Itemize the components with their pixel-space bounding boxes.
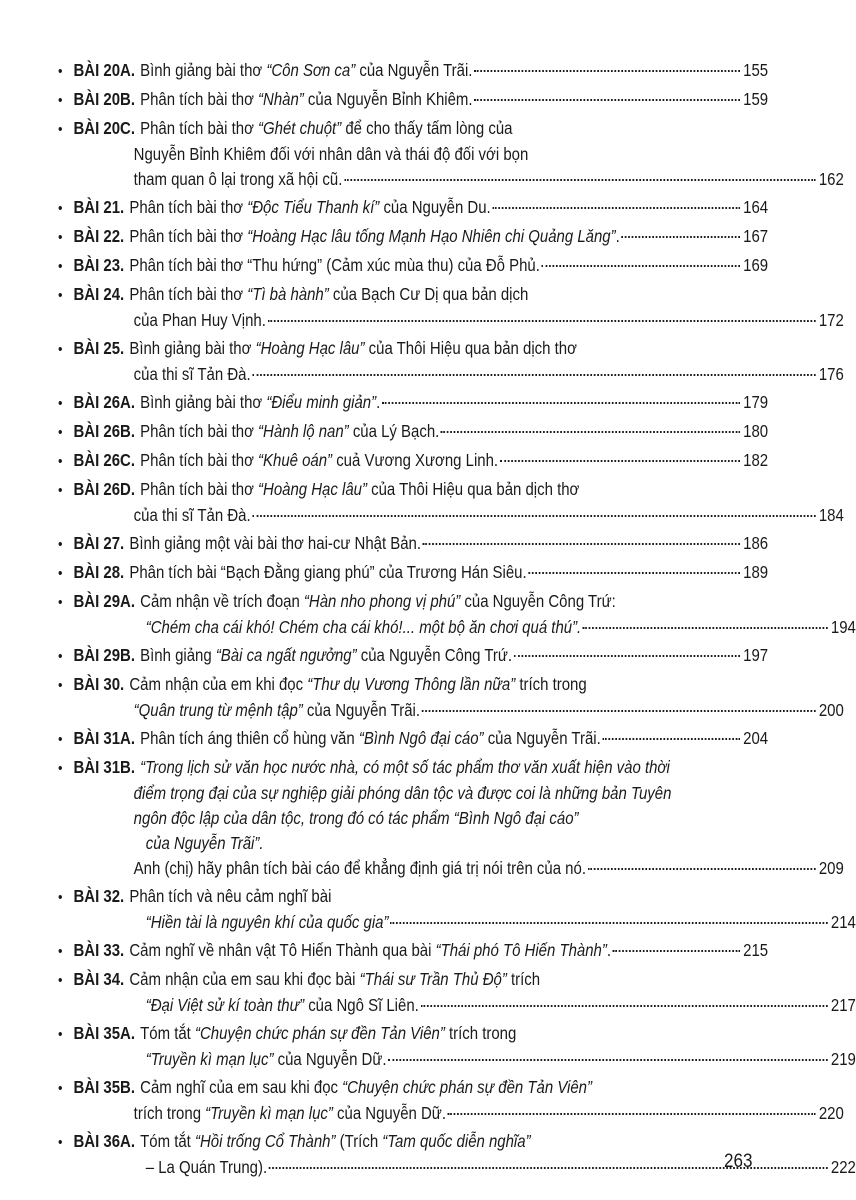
bullet-icon: • xyxy=(58,1134,63,1151)
entry-title xyxy=(129,336,577,361)
title-segment: “Chuyện chức phán sự đền Tản Viên” xyxy=(194,1023,445,1043)
title-segment: “Hiền tài là nguyên khí của quốc gia” xyxy=(145,912,389,932)
title-segment: Phân tích bài thơ xyxy=(140,118,259,138)
entry-page-number: 186 xyxy=(743,533,769,553)
title-segment: của Nguyễn Trãi. xyxy=(355,60,473,80)
entry-title xyxy=(134,362,251,387)
dot-leader xyxy=(492,193,739,209)
lesson-number: BÀI 20B. xyxy=(73,89,135,109)
title-segment: của Nguyễn Trãi. xyxy=(302,700,421,720)
toc-entry xyxy=(58,560,768,586)
toc-entry xyxy=(58,58,768,84)
title-segment: “Truyền kì mạn lục” xyxy=(145,1049,274,1069)
entry-title xyxy=(134,167,343,192)
title-segment: “Hồi trống Cổ Thành” xyxy=(194,1131,336,1151)
bullet-icon: • xyxy=(58,648,63,665)
title-segment: “Bài ca ngất ngưởng” xyxy=(215,645,357,665)
entry-title xyxy=(140,1075,592,1100)
entry-title xyxy=(146,1155,267,1180)
title-segment: “Thái phó Tô Hiến Thành” xyxy=(435,940,607,960)
bullet-icon: • xyxy=(58,63,63,80)
bullet-icon: • xyxy=(58,536,63,553)
lesson-number: BÀI 26D. xyxy=(73,479,135,499)
entry-page-number: 219 xyxy=(830,1049,856,1069)
entry-title xyxy=(129,282,528,307)
toc-entry xyxy=(58,390,768,416)
bullet-icon: • xyxy=(58,424,63,441)
bullet-icon: • xyxy=(58,287,63,304)
title-segment: trích trong xyxy=(444,1023,517,1043)
title-segment: “Thư dụ Vương Thông lần nữa” xyxy=(307,674,516,694)
table-of-contents xyxy=(58,58,856,1183)
toc-entry xyxy=(58,967,856,1018)
toc-entry xyxy=(58,87,768,113)
title-segment: của Nguyễn Công Trứ. xyxy=(356,645,513,665)
title-segment: Tóm tắt xyxy=(140,1023,195,1043)
dot-leader xyxy=(252,501,815,517)
lesson-number: BÀI 27. xyxy=(73,533,125,553)
title-segment: “Côn Sơn ca” xyxy=(266,60,356,80)
bullet-icon: • xyxy=(58,229,63,246)
bullet-icon: • xyxy=(58,760,63,777)
bullet-icon: • xyxy=(58,258,63,275)
bullet-icon: • xyxy=(58,943,63,960)
title-segment: Bình giảng bài thơ xyxy=(129,338,256,358)
title-segment: của Ngô Sĩ Liên. xyxy=(304,995,419,1015)
title-segment: “Nhàn” xyxy=(258,89,304,109)
lesson-number: BÀI 23. xyxy=(73,255,125,275)
toc-entry-continuation-line xyxy=(58,167,844,192)
title-segment: Cảm nhận của em khi đọc xyxy=(129,674,308,694)
title-segment: . xyxy=(376,392,381,412)
toc-entry-first-line xyxy=(58,755,768,781)
entry-page-number: 179 xyxy=(743,392,769,412)
dot-leader xyxy=(542,251,740,267)
dot-leader xyxy=(603,724,740,740)
entry-title xyxy=(146,615,582,640)
toc-entry xyxy=(58,884,856,935)
title-segment: Bình giảng bài thơ xyxy=(140,60,267,80)
entry-title xyxy=(134,806,579,831)
title-segment: “Ghét chuột” xyxy=(258,118,342,138)
title-segment: “Điểu minh giản” xyxy=(266,392,377,412)
toc-entry-continuation-line xyxy=(58,781,844,806)
toc-entry-first-line xyxy=(58,116,768,142)
entry-title xyxy=(140,477,579,502)
entry-page-number: 182 xyxy=(743,450,769,470)
entry-page-number: 155 xyxy=(743,60,769,80)
toc-entry-first-line xyxy=(58,224,768,250)
entry-page-number: 194 xyxy=(830,617,856,637)
entry-title xyxy=(140,87,472,112)
dot-leader xyxy=(441,417,740,433)
toc-entry-continuation-line xyxy=(58,831,856,856)
title-segment: để cho thấy tấm lòng của xyxy=(341,118,513,138)
toc-entry-first-line xyxy=(58,884,768,910)
dot-leader xyxy=(621,222,739,238)
lesson-number: BÀI 20C. xyxy=(73,118,135,138)
dot-leader xyxy=(422,696,816,712)
lesson-number: BÀI 28. xyxy=(73,562,125,582)
bullet-icon: • xyxy=(58,565,63,582)
title-segment: của Nguyễn Dữ. xyxy=(273,1049,387,1069)
title-segment: . xyxy=(606,940,612,960)
toc-entry-continuation-line xyxy=(58,698,844,723)
toc-entry-first-line xyxy=(58,1129,768,1155)
toc-entry-first-line xyxy=(58,967,768,993)
title-segment: “Tì bà hành” xyxy=(247,284,329,304)
page-number: 263 xyxy=(724,1151,753,1172)
lesson-number: BÀI 29A. xyxy=(73,591,135,611)
lesson-number: BÀI 29B. xyxy=(73,645,135,665)
title-segment: của Nguyễn Du. xyxy=(379,197,491,217)
lesson-number: BÀI 34. xyxy=(73,969,125,989)
title-segment: “Khuê oán” xyxy=(258,450,333,470)
entry-title xyxy=(129,195,490,220)
toc-entry-continuation-line xyxy=(58,1047,856,1072)
entry-page-number: 217 xyxy=(830,995,856,1015)
entry-page-number: 164 xyxy=(743,197,769,217)
entry-title xyxy=(134,856,586,881)
toc-entry-continuation-line xyxy=(58,1101,844,1126)
entry-page-number: 189 xyxy=(743,562,769,582)
dot-leader xyxy=(528,558,739,574)
title-segment: Phân tích bài “Bạch Đằng giang phú” của Trương Hán Siêu. xyxy=(129,562,527,582)
title-segment: “Truyền kì mạn lục” xyxy=(205,1103,333,1123)
title-segment: cuả Vương Xương Linh. xyxy=(332,450,499,470)
title-segment: Tóm tắt xyxy=(140,1131,195,1151)
title-segment: Cảm nhận của em sau khi đọc bài xyxy=(129,969,360,989)
title-segment: Cảm nghĩ của em sau khi đọc xyxy=(140,1077,343,1097)
title-segment: của Nguyễn Dữ. xyxy=(332,1103,446,1123)
title-segment: Bình giảng xyxy=(140,645,216,665)
lesson-number: BÀI 32. xyxy=(73,886,125,906)
lesson-number: BÀI 26A. xyxy=(73,392,135,412)
title-segment: “Hoàng Hạc lâu tống Mạnh Hạo Nhiên chi Quảng Lăng” xyxy=(247,226,616,246)
entry-title xyxy=(146,1047,387,1072)
entry-title xyxy=(140,589,616,614)
lesson-number: BÀI 26C. xyxy=(73,450,135,470)
toc-entry-first-line xyxy=(58,477,768,503)
bullet-icon: • xyxy=(58,594,63,611)
entry-title xyxy=(129,560,526,585)
entry-page-number: 162 xyxy=(818,169,844,189)
entry-title xyxy=(146,993,419,1018)
entry-page-number: 180 xyxy=(743,421,769,441)
entry-title xyxy=(140,726,601,751)
dot-leader xyxy=(268,306,816,322)
toc-entry xyxy=(58,336,844,387)
bullet-icon: • xyxy=(58,453,63,470)
entry-page-number: 197 xyxy=(743,645,769,665)
title-segment: “Tam quốc diễn nghĩa” xyxy=(382,1131,531,1151)
entry-page-number: 159 xyxy=(743,89,769,109)
dot-leader xyxy=(421,991,828,1007)
toc-entry xyxy=(58,224,768,250)
title-segment: “Độc Tiểu Thanh kí” xyxy=(247,197,380,217)
title-segment: Phân tích áng thiên cổ hùng văn xyxy=(140,728,359,748)
entry-page-number: 184 xyxy=(818,505,844,525)
entry-title xyxy=(140,1021,516,1046)
dot-leader xyxy=(588,854,816,870)
toc-entry xyxy=(58,1075,844,1126)
entry-page-number: 169 xyxy=(743,255,769,275)
entry-title xyxy=(129,253,540,278)
dot-leader xyxy=(474,85,739,101)
entry-title xyxy=(140,116,512,141)
toc-entry xyxy=(58,448,768,474)
title-segment: Phân tích bài thơ xyxy=(129,226,248,246)
bullet-icon: • xyxy=(58,972,63,989)
entry-page-number: 204 xyxy=(743,728,769,748)
toc-entry-continuation-line xyxy=(58,308,844,333)
bullet-icon: • xyxy=(58,731,63,748)
dot-leader xyxy=(474,56,740,72)
entry-page-number: 215 xyxy=(743,940,769,960)
title-segment: của Bạch Cư Dị qua bản dịch xyxy=(328,284,529,304)
title-segment: “Chuyện chức phán sự đền Tản Viên” xyxy=(342,1077,592,1097)
dot-leader xyxy=(448,1099,816,1115)
entry-title xyxy=(129,531,421,556)
toc-entry xyxy=(58,1021,856,1072)
toc-entry xyxy=(58,419,768,445)
dot-leader xyxy=(423,529,740,545)
entry-page-number: 214 xyxy=(830,912,856,932)
lesson-number: BÀI 20A. xyxy=(73,60,135,80)
lesson-number: BÀI 24. xyxy=(73,284,125,304)
title-segment: của Nguyễn Trãi”. xyxy=(145,833,264,853)
title-segment: Nguyễn Bỉnh Khiêm đối với nhân dân và thái độ đối với bọn xyxy=(133,144,529,164)
title-segment: ngôn độc lập của dân tộc, trong đó có tác phẩm “Bình Ngô đại cáo” xyxy=(133,808,579,828)
entry-title xyxy=(134,308,266,333)
toc-entry xyxy=(58,253,768,279)
entry-page-number: 209 xyxy=(818,858,844,878)
toc-entry-continuation-line xyxy=(58,503,844,528)
entry-title xyxy=(134,503,251,528)
title-segment: trích trong xyxy=(515,674,587,694)
toc-entry xyxy=(58,531,768,557)
entry-title xyxy=(134,781,672,806)
entry-page-number: 167 xyxy=(743,226,769,246)
dot-leader xyxy=(613,936,740,952)
toc-entry xyxy=(58,938,768,964)
lesson-number: BÀI 30. xyxy=(73,674,125,694)
bullet-icon: • xyxy=(58,1026,63,1043)
toc-entry-first-line xyxy=(58,253,768,279)
bullet-icon: • xyxy=(58,200,63,217)
title-segment: “Hàn nho phong vị phú” xyxy=(303,591,461,611)
lesson-number: BÀI 33. xyxy=(73,940,125,960)
toc-entry-continuation-line xyxy=(58,910,856,935)
title-segment: “Hoàng Hạc lâu” xyxy=(258,479,367,499)
title-segment: “Bình Ngô đại cáo” xyxy=(358,728,484,748)
dot-leader xyxy=(344,165,815,181)
title-segment: của Phan Huy Vịnh. xyxy=(133,310,266,330)
title-segment: “Trong lịch sử văn học nước nhà, có một số tác phẩm thơ văn xuất hiện vào thời xyxy=(140,757,670,777)
entry-page-number: 176 xyxy=(818,364,844,384)
lesson-number: BÀI 31A. xyxy=(73,728,135,748)
toc-entry xyxy=(58,282,844,333)
dot-leader xyxy=(252,360,815,376)
title-segment: Phân tích bài thơ xyxy=(140,421,259,441)
toc-entry-first-line xyxy=(58,390,768,416)
toc-entry-first-line xyxy=(58,1075,768,1101)
title-segment: Phân tích bài thơ “Thu hứng” (Cảm xúc mùa thu) của Đỗ Phủ. xyxy=(129,255,540,275)
toc-entry-first-line xyxy=(58,589,768,615)
title-segment: Bình giảng bài thơ xyxy=(140,392,267,412)
title-segment: (Trích xyxy=(335,1131,383,1151)
title-segment: “Quân trung từ mệnh tập” xyxy=(133,700,303,720)
dot-leader xyxy=(514,641,740,657)
entry-title xyxy=(140,1129,530,1154)
dot-leader xyxy=(388,1045,827,1061)
dot-leader xyxy=(390,908,827,924)
toc-entry-first-line xyxy=(58,1021,768,1047)
title-segment: – La Quán Trung). xyxy=(145,1157,268,1177)
title-segment: . xyxy=(615,226,620,246)
lesson-number: BÀI 21. xyxy=(73,197,125,217)
bullet-icon: • xyxy=(58,395,63,412)
title-segment: của Nguyễn Công Trứ: xyxy=(460,591,616,611)
title-segment: “Hành lộ nan” xyxy=(258,421,349,441)
title-segment: “Hoàng Hạc lâu” xyxy=(255,338,365,358)
entry-title xyxy=(140,419,439,444)
lesson-number: BÀI 26B. xyxy=(73,421,135,441)
bullet-icon: • xyxy=(58,889,63,906)
entry-title xyxy=(134,698,420,723)
toc-entry-continuation-line xyxy=(58,856,844,881)
title-segment: trích trong xyxy=(133,1103,206,1123)
title-segment: của Nguyễn Trãi. xyxy=(483,728,601,748)
entry-title xyxy=(140,643,512,668)
entry-title xyxy=(129,224,619,249)
bullet-icon: • xyxy=(58,121,63,138)
lesson-number: BÀI 22. xyxy=(73,226,125,246)
toc-entry xyxy=(58,726,768,752)
entry-page-number: 200 xyxy=(818,700,844,720)
title-segment: Phân tích bài thơ xyxy=(129,197,248,217)
entry-title xyxy=(146,910,389,935)
entry-title xyxy=(140,58,472,83)
entry-title xyxy=(146,831,264,856)
toc-entry xyxy=(58,477,844,528)
entry-title xyxy=(129,938,611,963)
entry-page-number: 172 xyxy=(818,310,844,330)
toc-entry-first-line xyxy=(58,448,768,474)
lesson-number: BÀI 35B. xyxy=(73,1077,135,1097)
toc-entry-first-line xyxy=(58,643,768,669)
bullet-icon: • xyxy=(58,341,63,358)
bullet-icon: • xyxy=(58,1080,63,1097)
title-segment: Phân tích bài thơ xyxy=(129,284,248,304)
toc-entry xyxy=(58,643,768,669)
toc-entry-continuation-line xyxy=(58,362,844,387)
toc-entry-first-line xyxy=(58,336,768,362)
title-segment: điểm trọng đại của sự nghiệp giải phóng dân tộc và được coi là những bản Tuyên xyxy=(133,783,672,803)
title-segment: Cảm nghĩ về nhân vật Tô Hiến Thành qua bài xyxy=(129,940,436,960)
entry-page-number: 220 xyxy=(818,1103,844,1123)
entry-title xyxy=(129,884,331,909)
title-segment: Phân tích và nêu cảm nghĩ bài xyxy=(129,886,332,906)
toc-entry-first-line xyxy=(58,282,768,308)
title-segment: “Chém cha cái khó! Chém cha cái khó!... một bộ ăn chơi quá thú”. xyxy=(145,617,582,637)
toc-entry xyxy=(58,195,768,221)
entry-title xyxy=(129,967,540,992)
title-segment: “Đại Việt sử kí toàn thư” xyxy=(145,995,305,1015)
entry-title xyxy=(140,448,498,473)
dot-leader xyxy=(583,613,827,629)
title-segment: của Nguyễn Bỉnh Khiêm. xyxy=(303,89,473,109)
lesson-number: BÀI 25. xyxy=(73,338,125,358)
toc-entry-continuation-line xyxy=(58,615,856,640)
title-segment: của Lý Bạch. xyxy=(348,421,440,441)
toc-entry-first-line xyxy=(58,560,768,586)
lesson-number: BÀI 35A. xyxy=(73,1023,135,1043)
title-segment: Phân tích bài thơ xyxy=(140,479,259,499)
toc-entry-continuation-line xyxy=(58,993,856,1018)
bullet-icon: • xyxy=(58,92,63,109)
toc-entry-first-line xyxy=(58,195,768,221)
title-segment: của thi sĩ Tản Đà. xyxy=(133,364,251,384)
toc-entry xyxy=(58,1129,856,1180)
title-segment: Cảm nhận về trích đoạn xyxy=(140,591,304,611)
title-segment: trích xyxy=(506,969,541,989)
lesson-number: BÀI 31B. xyxy=(73,757,135,777)
toc-entry-first-line xyxy=(58,531,768,557)
toc-entry xyxy=(58,116,844,192)
entry-page-number: 222 xyxy=(830,1157,856,1177)
toc-entry-first-line xyxy=(58,87,768,113)
title-segment: của thi sĩ Tản Đà. xyxy=(133,505,251,525)
title-segment: Anh (chị) hãy phân tích bài cáo để khẳng định giá trị nói trên của nó. xyxy=(133,858,586,878)
dot-leader xyxy=(500,446,740,462)
title-segment: Bình giảng một vài bài thơ hai-cư Nhật Bản. xyxy=(129,533,422,553)
entry-title xyxy=(134,1101,446,1126)
title-segment: Phân tích bài thơ xyxy=(140,89,259,109)
title-segment: “Thái sư Trần Thủ Độ” xyxy=(359,969,507,989)
toc-entry-first-line xyxy=(58,938,768,964)
title-segment: Phân tích bài thơ xyxy=(140,450,259,470)
dot-leader xyxy=(382,388,740,404)
toc-entry-first-line xyxy=(58,58,768,84)
toc-entry-first-line xyxy=(58,672,768,698)
entry-title xyxy=(134,142,529,167)
toc-entry xyxy=(58,755,844,881)
toc-entry-first-line xyxy=(58,726,768,752)
entry-title xyxy=(140,755,670,780)
entry-title xyxy=(129,672,586,697)
title-segment: tham quan ô lại trong xã hội cũ. xyxy=(133,169,343,189)
lesson-number: BÀI 36A. xyxy=(73,1131,135,1151)
bullet-icon: • xyxy=(58,677,63,694)
toc-entry-continuation-line xyxy=(58,142,844,167)
toc-entry-first-line xyxy=(58,419,768,445)
toc-entry-continuation-line xyxy=(58,806,844,831)
title-segment: của Thôi Hiệu qua bản dịch thơ xyxy=(366,479,580,499)
entry-title xyxy=(140,390,380,415)
toc-entry xyxy=(58,589,856,640)
title-segment: của Thôi Hiệu qua bản dịch thơ xyxy=(364,338,577,358)
bullet-icon: • xyxy=(58,482,63,499)
toc-entry xyxy=(58,672,844,723)
